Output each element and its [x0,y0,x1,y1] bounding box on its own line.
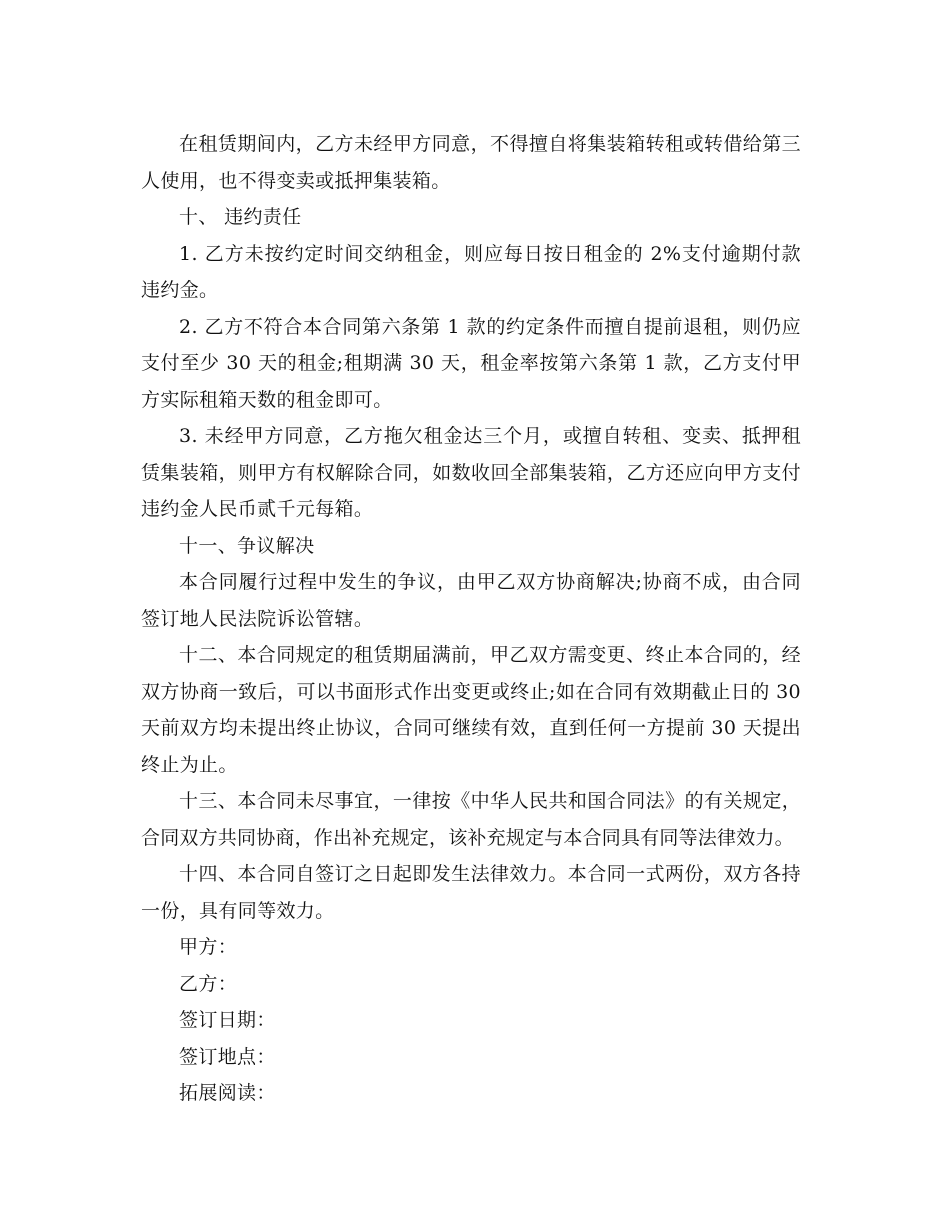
party-b-signature-line: 乙方： [179,972,238,995]
paragraph-sublease-clause: 在租赁期间内，乙方未经甲方同意，不得擅自将集装箱转租或转借给第三人使用，也不得变卖或抵押集装箱。 [141,133,801,192]
signing-place-line: 签订地点： [179,1045,276,1068]
party-a-signature-line: 甲方： [179,936,238,958]
extended-reading-label: 拓展阅读： [179,1082,276,1104]
paragraph-dispute-jurisdiction: 本合同履行过程中发生的争议，由甲乙双方协商解决;协商不成，由合同签订地人民法院诉讼管辖。 [141,571,801,630]
contract-body [141,126,801,1112]
paragraph-effectiveness: 十四、本合同自签订之日起即发生法律效力。本合同一式两份，双方各持一份，具有同等效力。 [141,863,801,922]
paragraph-supplementary-provisions: 十三、本合同未尽事宜，一律按《中华人民共和国合同法》的有关规定，合同双方共同协商，作出补充规定，该补充规定与本合同具有同等法律效力。 [141,790,801,849]
section-heading-dispute-resolution: 十一、争议解决 [179,534,315,557]
paragraph-contract-renewal: 十二、本合同规定的租赁期届满前，甲乙双方需变更、终止本合同的，经双方协商一致后，可以书面形式作出变更或终止;如在合同有效期截止日的 30 天前双方均未提出终止协议，合同可继续有效，直到任何一方提前 30 天提出终止为止。 [141,644,801,776]
paragraph-early-termination: 2. 乙方不符合本合同第六条第 1 款的约定条件而擅自提前退租，则仍应支付至少 30 天的租金;租期满 30 天，租金率按第六条第 1 款，乙方支付甲方实际租箱天数的租金即可。 [141,315,801,411]
paragraph-termination-rights: 3. 未经甲方同意，乙方拖欠租金达三个月，或擅自转租、变卖、抵押租赁集装箱，则甲方有权解除合同，如数收回全部集装箱，乙方还应向甲方支付违约金人民币贰千元每箱。 [141,425,801,520]
section-heading-breach-liability: 十、 违约责任 [179,206,302,228]
signing-date-line: 签订日期： [179,1009,276,1031]
paragraph-late-payment: 1. 乙方未按约定时间交纳租金，则应每日按日租金的 2%支付逾期付款违约金。 [141,242,801,301]
